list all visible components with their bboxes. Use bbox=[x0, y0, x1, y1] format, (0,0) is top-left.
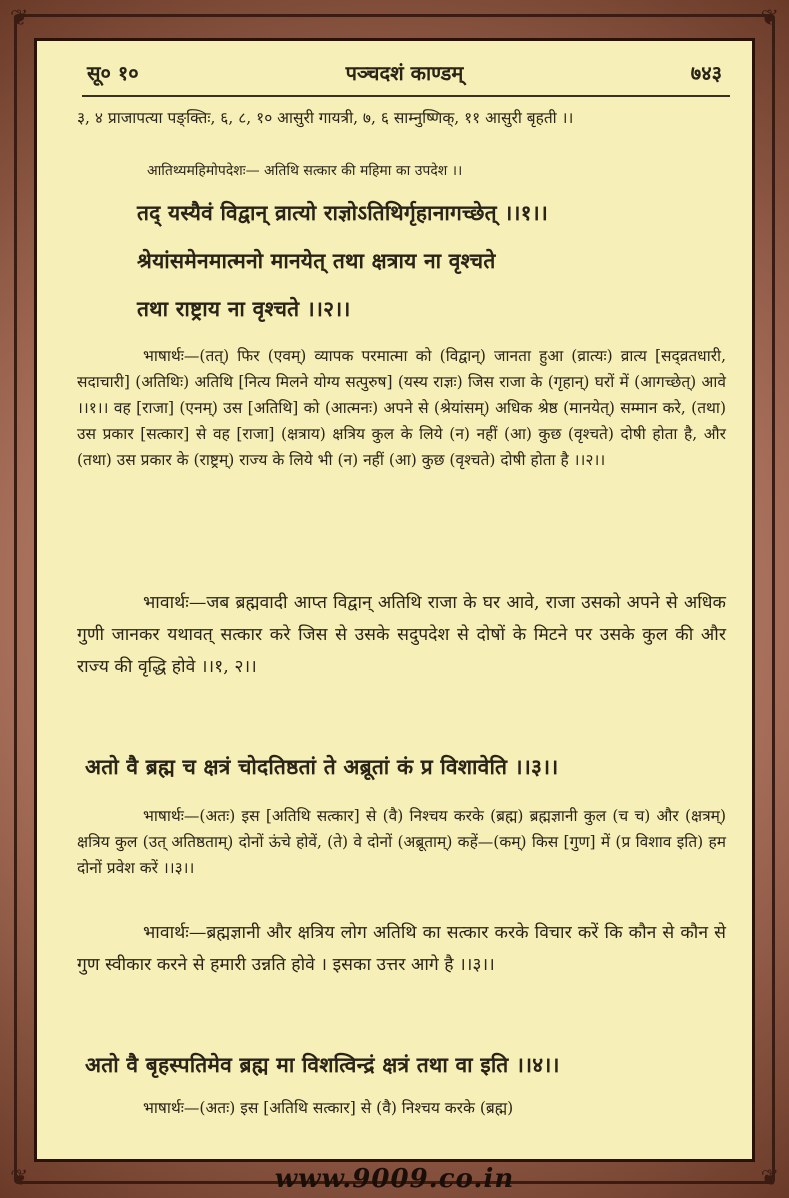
bhavartha-1: भावार्थः—जब ब्रह्मवादी आप्त विद्वान् अतिथि राजा के घर आवे, राजा उसको अपने से अधिक गुणी जानकर यथावत् सत्कार करे जिस से उसके सदुपदेश से दोषों के मिटने पर उसके कुल की और राज्य की वृद्धि होवे ।।१, २।। bbox=[77, 593, 726, 677]
page-number: ७४३ bbox=[690, 61, 722, 85]
bhashartha-1: भाषार्थः—(तत्) फिर (एवम्) व्यापक परमात्मा को (विद्वान्) जानता हुआ (व्रात्यः) व्रात्य [सद्व्रतधारी, सदाचारी] (अतिथिः) अतिथि [नित्य मिलने योग्य सत्पुरुष] (यस्य राज्ञः) जिस राजा के (गृहान्) घरों में (आगच्छेत्) आवे ।।१।। वह [राजा] (एनम्) उस [अतिथि] को (आत्मनः) अपने से (श्रेयांसम्) अधिक श्रेष्ठ (मानयेत्) सम्मान करे, (तथा) उस प्रकार [सत्कार] से वह [राजा] (क्षत्राय) क्षत्रिय कुल के लिये (न) नहीं (आ) कुछ (वृश्चते) दोषी होता है, और (तथा) उस प्रकार के (राष्ट्रम्) राज्य के लिये भी (न) नहीं (आ) कुछ (वृश्चते) दोषी होता है ।।२।। bbox=[77, 347, 726, 469]
kanda-title: पञ्चदशं काण्डम् bbox=[345, 61, 464, 85]
meter-line: ३, ४ प्राजापत्या पङ्क्तिः, ६, ८, १० आसुरी गायत्री, ७, ६ साम्नुष्णिक्, ११ आसुरी बृहती ।। bbox=[77, 109, 574, 127]
corner-ornament-icon: ❦ bbox=[760, 1166, 779, 1191]
mantra-3: अतो वै ब्रह्म च क्षत्रं चोदतिष्ठतां ते अब्रूतां कं प्र विशावेति ।।३।। bbox=[85, 754, 559, 779]
mantra-1-line-3: तथा राष्ट्राय ना वृश्चते ।।२।। bbox=[137, 296, 351, 321]
corner-ornament-icon: ❦ bbox=[10, 6, 29, 31]
page-header bbox=[87, 59, 722, 89]
bhavartha-3: भावार्थः—ब्रह्मज्ञानी और क्षत्रिय लोग अतिथि का सत्कार करके विचार करें कि कौन से कौन से गुण स्वीकार करने से हमारी उन्नति होवे । इसका उत्तर आगे है ।।३।। bbox=[77, 923, 726, 975]
header-divider bbox=[82, 95, 730, 97]
website-url: www.9009.co.in bbox=[274, 1164, 515, 1194]
sukta-number: सू० १० bbox=[87, 61, 139, 85]
mantra-4: अतो वै बृहस्पतिमेव ब्रह्म मा विशत्विन्द्रं क्षत्रं तथा वा इति ।।४।। bbox=[85, 1052, 560, 1077]
corner-ornament-icon: ❦ bbox=[760, 6, 779, 31]
book-page bbox=[34, 38, 755, 1162]
topic-line: आतिथ्यमहिमोपदेशः— अतिथि सत्कार की महिमा का उपदेश ।। bbox=[147, 163, 463, 179]
bhashartha-4: भाषार्थः—(अतः) इस [अतिथि सत्कार] से (वै) निश्चय करके (ब्रह्म) bbox=[143, 1099, 514, 1117]
mantra-1-line-2: श्रेयांसमेनमात्मनो मानयेत् तथा क्षत्राय ना वृश्चते bbox=[137, 248, 496, 273]
bhashartha-3: भाषार्थः—(अतः) इस [अतिथि सत्कार] से (वै) निश्चय करके (ब्रह्म) ब्रह्मज्ञानी कुल (च च) और (क्षत्रम्) क्षत्रिय कुल (उत् अतिष्ठताम्) दोनों ऊंचे होवें, (ते) वे दोनों (अब्रूताम्) कहें—(कम्) किस [गुण] में (प्र विशाव इति) हम दोनों प्रवेश करें ।।३।। bbox=[77, 807, 726, 877]
mantra-1-line-1: तद् यस्यैवं विद्वान् व्रात्यो राज्ञोऽतिथिर्गृहानागच्छेत् ।।१।। bbox=[137, 200, 549, 225]
corner-ornament-icon: ❦ bbox=[10, 1166, 29, 1191]
